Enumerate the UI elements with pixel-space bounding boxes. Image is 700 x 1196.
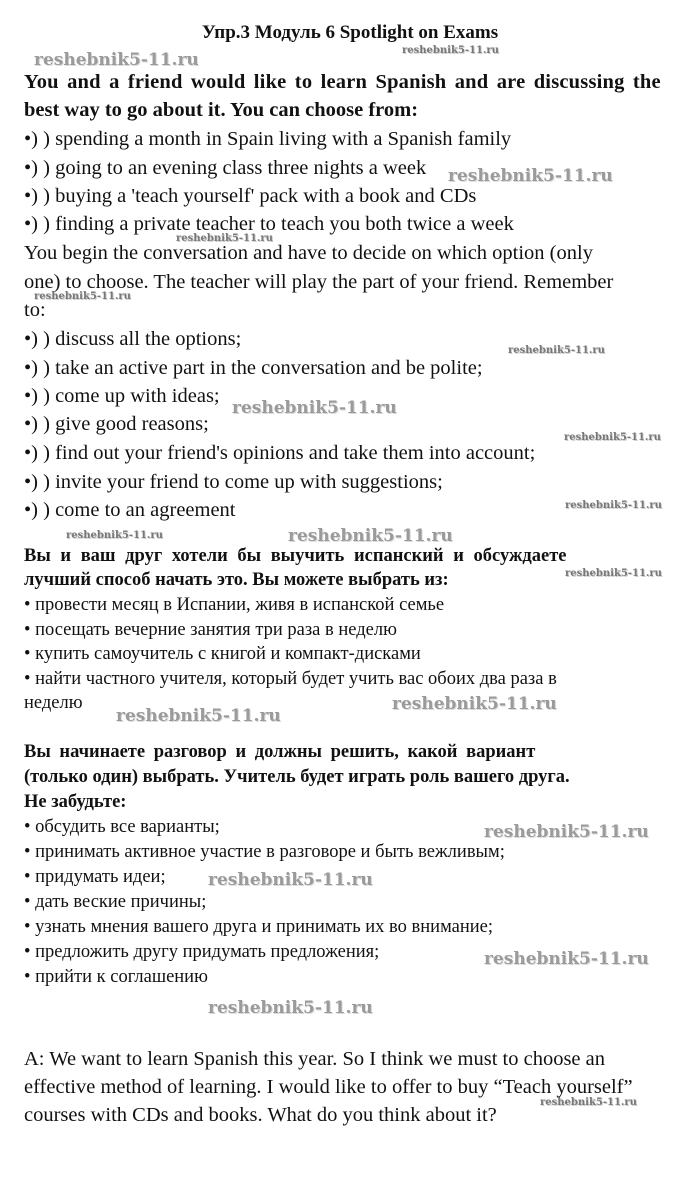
watermark: reshebnik5-11.ru <box>402 45 499 56</box>
answer-line-1: A: We want to learn Spanish this year. So I think we must to choose an <box>24 1048 605 1070</box>
watermark: reshebnik5-11.ru <box>484 822 649 842</box>
task-ru-reminder: • предложить другу придумать предложения; <box>24 942 380 962</box>
task-ru-instruction-line-3: Не забудьте: <box>24 792 127 812</box>
watermark: reshebnik5-11.ru <box>34 291 131 302</box>
watermark: reshebnik5-11.ru <box>34 50 199 70</box>
task-ru-reminder: • прийти к соглашению <box>24 967 208 987</box>
task-en-option: •) ) buying a 'teach yourself' pack with a book and CDs <box>24 185 477 207</box>
watermark: reshebnik5-11.ru <box>565 568 662 579</box>
task-ru-option: • купить самоучитель с книгой и компакт-дисками <box>24 644 421 664</box>
task-en-option: •) ) spending a month in Spain living with a Spanish family <box>24 128 512 150</box>
task-en-reminder: •) ) come to an agreement <box>24 499 236 521</box>
watermark: reshebnik5-11.ru <box>448 166 613 186</box>
task-ru-reminder: • дать веские причины; <box>24 892 207 912</box>
task-en-reminder: •) ) come up with ideas; <box>24 385 220 407</box>
watermark: reshebnik5-11.ru <box>564 432 661 443</box>
watermark: reshebnik5-11.ru <box>288 526 453 546</box>
watermark: reshebnik5-11.ru <box>66 530 163 541</box>
task-ru-intro-line-1: Вы и ваш друг хотели бы выучить испанский и обсуждаете <box>24 546 567 566</box>
task-en-reminder: •) ) give good reasons; <box>24 413 209 435</box>
answer-line-3: courses with CDs and books. What do you think about it? <box>24 1104 497 1126</box>
task-en-reminder: •) ) invite your friend to come up with suggestions; <box>24 471 443 493</box>
task-ru-instruction-line-1: Вы начинаете разговор и должны решить, какой вариант <box>24 742 536 762</box>
answer-line-2: effective method of learning. I would like to offer to buy “Teach yourself” <box>24 1076 633 1098</box>
watermark: reshebnik5-11.ru <box>540 1097 637 1108</box>
task-ru-reminder: • обсудить все варианты; <box>24 817 220 837</box>
task-ru-option-continued: неделю <box>24 693 83 713</box>
watermark: reshebnik5-11.ru <box>508 345 605 356</box>
task-ru-intro-line-2: лучший способ начать это. Вы можете выбрать из: <box>24 570 449 590</box>
task-ru-option: • посещать вечерние занятия три раза в неделю <box>24 620 397 640</box>
task-en-instruction-line-2: one) to choose. The teacher will play the part of your friend. Remember <box>24 271 614 293</box>
task-en-instruction-line-1: You begin the conversation and have to decide on which option (only <box>24 242 593 264</box>
task-en-reminder: •) ) find out your friend's opinions and take them into account; <box>24 442 536 464</box>
page-title: Упр.3 Модуль 6 Spotlight on Exams <box>201 22 499 43</box>
task-en-intro-line-2: best way to go about it. You can choose from: <box>24 99 419 121</box>
task-ru-option: • провести месяц в Испании, живя в испанской семье <box>24 595 445 615</box>
watermark: reshebnik5-11.ru <box>116 706 281 726</box>
watermark: reshebnik5-11.ru <box>484 949 649 969</box>
watermark: reshebnik5-11.ru <box>208 870 373 890</box>
task-ru-instruction-line-2: (только один) выбрать. Учитель будет играть роль вашего друга. <box>24 767 570 787</box>
task-en-reminder: •) ) discuss all the options; <box>24 328 242 350</box>
task-en-intro-line-1: You and a friend would like to learn Spanish and are discussing the <box>24 71 661 93</box>
task-en-option: •) ) finding a private teacher to teach you both twice a week <box>24 213 514 235</box>
task-ru-option: • найти частного учителя, который будет учить вас обоих два раза в <box>24 669 557 689</box>
watermark: reshebnik5-11.ru <box>565 500 662 511</box>
watermark: reshebnik5-11.ru <box>392 694 557 714</box>
task-ru-reminder: • принимать активное участие в разговоре и быть вежливым; <box>24 842 505 862</box>
watermark: reshebnik5-11.ru <box>176 233 273 244</box>
watermark: reshebnik5-11.ru <box>232 398 397 418</box>
task-en-option: •) ) going to an evening class three nights a week <box>24 157 427 179</box>
task-en-instruction-line-3: to: <box>24 299 46 321</box>
task-ru-reminder: • придумать идеи; <box>24 867 166 887</box>
watermark: reshebnik5-11.ru <box>208 998 373 1018</box>
task-en-reminder: •) ) take an active part in the conversation and be polite; <box>24 357 483 379</box>
task-ru-reminder: • узнать мнения вашего друга и принимать их во внимание; <box>24 917 494 937</box>
